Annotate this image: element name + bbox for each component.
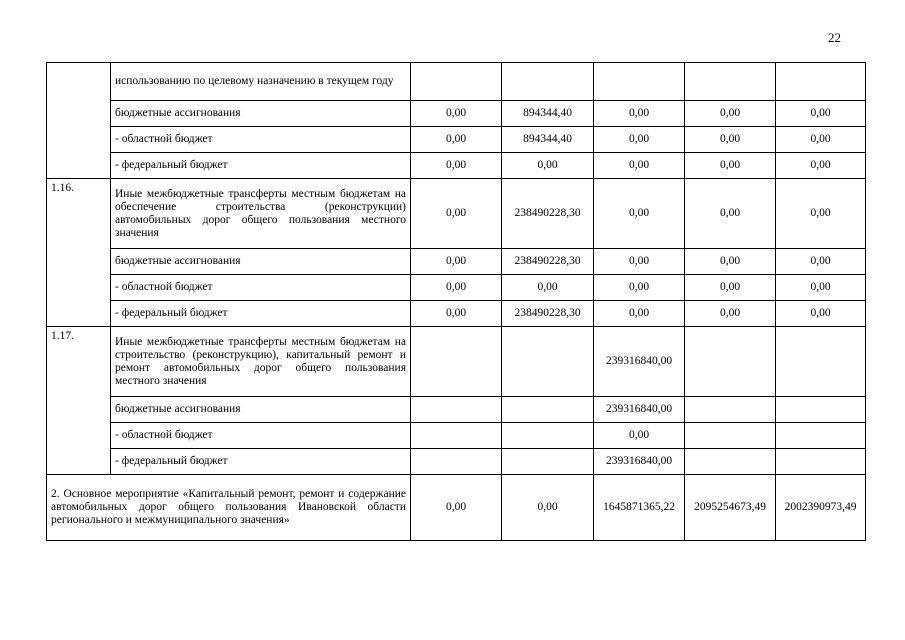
table-row <box>47 63 866 101</box>
value-cell: 0,00 <box>411 475 502 541</box>
row-code: 1.16. <box>47 179 111 327</box>
value-cell: 0,00 <box>594 275 685 301</box>
table-row <box>47 475 866 541</box>
value-cell <box>685 327 776 397</box>
row-label: бюджетные ассигнования <box>111 397 411 423</box>
table-row <box>47 449 866 475</box>
value-cell: 894344,40 <box>502 127 594 153</box>
row-label: - федеральный бюджет <box>111 449 411 475</box>
value-cell: 1645871365,22 <box>594 475 685 541</box>
value-cell <box>502 63 594 101</box>
value-cell: 0,00 <box>411 249 502 275</box>
row-label: бюджетные ассигнования <box>111 249 411 275</box>
value-cell <box>685 449 776 475</box>
table-row <box>47 127 866 153</box>
value-cell <box>411 327 502 397</box>
value-cell <box>502 449 594 475</box>
value-cell: 0,00 <box>685 301 776 327</box>
value-cell: 0,00 <box>776 127 866 153</box>
value-cell: 0,00 <box>776 301 866 327</box>
value-cell <box>502 397 594 423</box>
value-cell: 0,00 <box>411 301 502 327</box>
row-label: - федеральный бюджет <box>111 153 411 179</box>
row-label: Иные межбюджетные трансферты местным бюджетам на строительство (реконструкцию), капитальный ремонт и ремонт автомобильных дорог общего пользования местного значения <box>111 327 411 397</box>
row-label: - областной бюджет <box>111 423 411 449</box>
row-label: бюджетные ассигнования <box>111 101 411 127</box>
value-cell <box>594 63 685 101</box>
value-cell: 0,00 <box>594 423 685 449</box>
table-row <box>47 101 866 127</box>
row-code-cell <box>47 63 111 179</box>
row-label: - областной бюджет <box>111 127 411 153</box>
value-cell: 894344,40 <box>502 101 594 127</box>
table-row <box>47 327 866 397</box>
value-cell <box>411 397 502 423</box>
value-cell <box>502 327 594 397</box>
value-cell <box>411 449 502 475</box>
value-cell <box>411 63 502 101</box>
value-cell <box>776 423 866 449</box>
budget-table <box>46 62 866 541</box>
table-row <box>47 423 866 449</box>
value-cell: 0,00 <box>776 153 866 179</box>
row-label: использованию по целевому назначению в текущем году <box>111 63 411 101</box>
value-cell: 0,00 <box>685 127 776 153</box>
value-cell: 239316840,00 <box>594 397 685 423</box>
value-cell: 238490228,30 <box>502 249 594 275</box>
page-number: 22 <box>828 30 841 45</box>
value-cell: 0,00 <box>594 249 685 275</box>
value-cell: 0,00 <box>685 275 776 301</box>
value-cell <box>685 397 776 423</box>
table-row <box>47 275 866 301</box>
value-cell <box>776 449 866 475</box>
row-label: - федеральный бюджет <box>111 301 411 327</box>
value-cell: 0,00 <box>776 179 866 249</box>
value-cell: 0,00 <box>594 101 685 127</box>
value-cell: 0,00 <box>411 275 502 301</box>
value-cell: 0,00 <box>685 179 776 249</box>
value-cell: 0,00 <box>776 249 866 275</box>
value-cell <box>776 397 866 423</box>
value-cell: 0,00 <box>685 153 776 179</box>
row-label: - областной бюджет <box>111 275 411 301</box>
value-cell: 0,00 <box>594 179 685 249</box>
value-cell: 2002390973,49 <box>776 475 866 541</box>
row-code: 1.17. <box>47 327 111 475</box>
table-row <box>47 301 866 327</box>
value-cell: 0,00 <box>776 275 866 301</box>
row-label: 2. Основное мероприятие «Капитальный ремонт, ремонт и содержание автомобильных дорог общего пользования Ивановской области регионального и межмуниципального значения» <box>47 475 411 541</box>
value-cell: 238490228,30 <box>502 179 594 249</box>
value-cell: 239316840,00 <box>594 449 685 475</box>
value-cell: 0,00 <box>685 101 776 127</box>
value-cell <box>502 423 594 449</box>
table-row <box>47 397 866 423</box>
value-cell: 0,00 <box>776 101 866 127</box>
value-cell <box>776 327 866 397</box>
value-cell: 0,00 <box>411 153 502 179</box>
value-cell <box>685 63 776 101</box>
table-row <box>47 153 866 179</box>
table-row <box>47 249 866 275</box>
value-cell: 0,00 <box>594 127 685 153</box>
value-cell <box>776 63 866 101</box>
value-cell: 0,00 <box>502 153 594 179</box>
value-cell <box>685 423 776 449</box>
table-row <box>47 179 866 249</box>
value-cell: 0,00 <box>411 179 502 249</box>
row-label: Иные межбюджетные трансферты местным бюджетам на обеспечение строительства (реконструкции) автомобильных дорог общего пользования местного значения <box>111 179 411 249</box>
value-cell <box>411 423 502 449</box>
value-cell: 239316840,00 <box>594 327 685 397</box>
value-cell: 0,00 <box>502 475 594 541</box>
value-cell: 0,00 <box>411 101 502 127</box>
value-cell: 0,00 <box>594 301 685 327</box>
value-cell: 238490228,30 <box>502 301 594 327</box>
value-cell: 0,00 <box>685 249 776 275</box>
value-cell: 0,00 <box>594 153 685 179</box>
value-cell: 0,00 <box>411 127 502 153</box>
value-cell: 0,00 <box>502 275 594 301</box>
value-cell: 2095254673,49 <box>685 475 776 541</box>
